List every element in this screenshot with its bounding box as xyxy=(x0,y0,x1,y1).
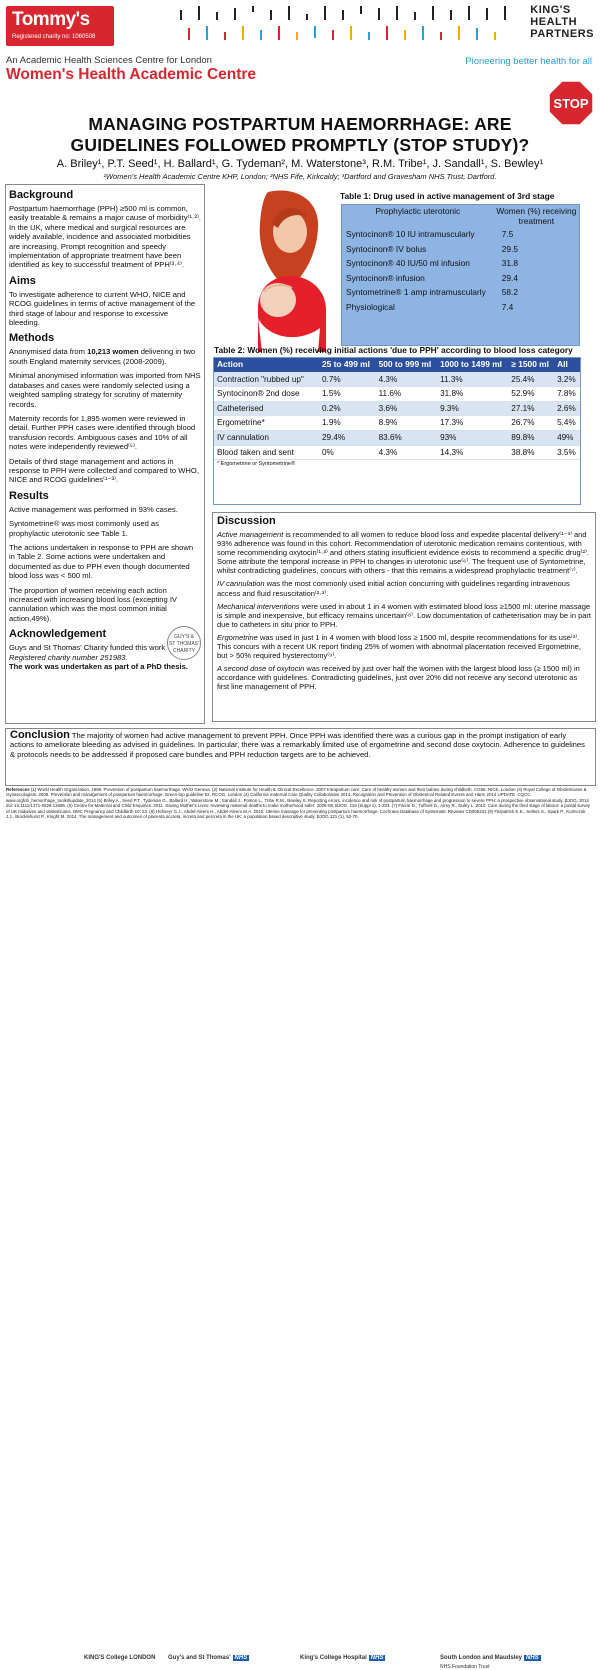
table-row xyxy=(342,243,579,258)
table2-cell: 1.5% xyxy=(319,387,376,402)
table1-pct: 29.5 xyxy=(501,243,518,254)
table2-action: Ergometrine* xyxy=(214,416,319,431)
conclusion-section xyxy=(5,728,596,786)
results-heading: Results xyxy=(9,489,49,502)
tommys-charity-number: Registered charity no: 1060508 xyxy=(12,34,96,40)
table2-cell: 4.3% xyxy=(376,445,437,460)
title-line-2: GUIDELINES FOLLOWED PROMPTLY (STOP STUDY)? xyxy=(70,135,530,155)
aims-text: To investigate adherence to current WHO, NICE and RCOG guidelines in terms of active management of the third stage of labour and response to excessive bleeding. xyxy=(9,289,196,328)
academic-centre-label: An Academic Health Sciences Centre for London xyxy=(6,55,212,66)
table2-cell: 3.6% xyxy=(376,401,437,416)
discussion-p1 xyxy=(217,530,591,575)
table2-action: Syntocinon® 2nd dose xyxy=(214,387,319,402)
conclusion-heading: Conclusion xyxy=(10,729,70,741)
guys-logo xyxy=(168,1655,249,1661)
results-p2: Syntometrine® was most commonly used as prophylactic uterotonic see Table 1. xyxy=(9,519,159,538)
kch-name: King's College Hospital xyxy=(300,1655,367,1661)
table2-cell: 7.8% xyxy=(554,387,580,402)
title-line-1: MANAGING POSTPARTUM HAEMORRHAGE: ARE xyxy=(88,114,512,134)
discussion-p5-em: A second dose of oxytocin xyxy=(217,664,305,674)
whac-title: Women's Health Academic Centre xyxy=(6,66,257,83)
discussion-p2-text: was the most commonly used initial action concurring with guidelines regarding intravenous access and fluid resuscitation⁽²·³⁾. xyxy=(217,579,570,598)
table2-cell: 14.3% xyxy=(437,445,508,460)
slam-logo xyxy=(440,1655,541,1661)
discussion-section xyxy=(212,512,596,722)
discussion-p1-em: Active management xyxy=(217,530,284,539)
methods-p4: Details of third stage management and actions in response to PPH were collected and compared to WHO, NICE and RCOG guidelines⁽¹⁻³⁾. xyxy=(9,456,199,485)
table2-header-1000-1499: 1000 to 1499 ml xyxy=(437,358,508,372)
results-p1: Active management was performed in 93% cases. xyxy=(9,504,178,514)
table2-cell: 26.7% xyxy=(508,416,554,431)
references-text: (1) World Health Organization. 1989. Prevention of postpartum haemorrhage. WHO Geneva. (2) National Institute for Health & Clinical Excellence. 2007 Intrapartum care: Care of healthy women and their babies during childbirth. CG55. NICE, London (3) Royal College of Obstetricians & Gynaecologists. 2009. Prevention and management of postpartum haemorrhage. Green-top guideline 52. RCOG, London (4) California maternal Care Quality Collaborative 2014. Recognition and Prevention of Obstetrical Related Events and Harm 2014 UPDATE. CQCC. www.orgfob_hemorrhage_toolkit/update_2014 (5) Briley A., Seed P.T., Tydeman G., Ballard H., Waterstone M., Sandall J., Poston L., Tribe R.M., Bewley S. Reporting errors, incidence and risk of postpartum haemorrhage and progression to severe PPH: a prospective observational study. BJOG, 2014 doi: 10.1111/1471-0528.12686. (6) Centre for Maternal and Child Enquiries. 2011. Saving Mother's Lives: reviewing maternal deaths to make motherhood safer: 2006-08. BJOG. 118 (Suppl 1), 1-203. (7) Farrar D., Tuffnell D., Airey R., Duley L. 2010. Care during the third stage of labour: a postal survey of UK midwives and obstetricians. BMC Pregnancy and Childbirth 10: 23. (8) Hofmeyr G.J., Abdel-Aleem H., Abdel-Aleem M.A. 2010. Uterine massage for preventing postpartum haemorrhage. Cochrane Database of Systematic Reviews CD006431 (9) Fitzpatrick K.E., Sellers S., Spark P., Kurinczuk J.J., Brocklehurst P., Knight M. 2014. The management and outcomes of placenta accreta, increta and percreta in the UK: a population based descriptive study. BJOG 121 (1), 62-70. xyxy=(6,787,591,820)
nhs-badge: NHS xyxy=(234,1655,248,1661)
khp-line-3: PARTNERS xyxy=(530,28,594,40)
table1 xyxy=(341,204,580,346)
table2-action: Blood taken and sent xyxy=(214,445,319,460)
table1-col-uterotonic: Prophylactic uterotonic xyxy=(375,206,461,216)
background-text: Postpartum haemorrhage (PPH) ≥500 ml is common, easily treatable & remains a major cause of morbidity⁽¹·²⁾. In the UK, where medical and surgical resources are widely available, incidence and associated morbidities are increasing. Prompt recognition and speedy implementation of appropriate treatment have been identified as key to successful treatment of PPH⁽³·⁴⁾. xyxy=(9,204,201,270)
table2-footnote: * Ergometrine or Syntometrine® xyxy=(214,460,580,470)
table-row xyxy=(214,387,580,402)
discussion-p3-text: were used in about 1 in 4 women with estimated blood loss ≥1500 ml: uterine massage is simple and inexpensive, but efficacy remains uncertain⁽⁸⁾. Low documentation of catheterisation may be in part due to catheters in situ prior to PPH. xyxy=(217,601,591,629)
methods-p2: Minimal anonymised information was imported from NHS databases and cases were randomly selected using a weighted sampling strategy for scrutiny of maternity records. xyxy=(9,371,201,409)
nhs-foundation-label: NHS Foundation Trust xyxy=(440,1664,490,1670)
table2-title: Table 2: Women (%) receiving initial actions 'due to PPH' according to blood loss category xyxy=(214,345,573,355)
table2-cell: 2.6% xyxy=(554,401,580,416)
methods-p1-post: delivering in two south England maternity services (2008-2009). xyxy=(9,347,196,366)
table-row xyxy=(342,286,579,301)
discussion-p4-text: was used in just 1 in 4 women with blood loss ≥ 1500 ml, despite recommendations for its use⁽³⁾. This concurs with a recent UK report finding 25% of women with abnormal placentation received Ergometrine, but > 50% required hysterectomy⁽⁹⁾. xyxy=(217,632,581,661)
khp-line-1: KING'S xyxy=(530,4,571,16)
ack-p3: The work was undertaken as part of a PhD thesis. xyxy=(9,662,188,672)
table-row xyxy=(214,430,580,445)
methods-p1-pre: Anonymised data from xyxy=(9,347,88,357)
aims-heading: Aims xyxy=(9,274,36,287)
ack-p1: Guys and St Thomas' Charity funded this work xyxy=(9,643,166,653)
table1-pct: 31.8 xyxy=(501,258,518,268)
table2-cell: 8.9% xyxy=(376,416,437,431)
top-banner xyxy=(0,0,600,52)
table1-col-percent: Women (%) receiving treatment xyxy=(496,206,577,226)
table1-drug: Syntocinon® infusion xyxy=(346,272,425,283)
tagline: Pioneering better health for all xyxy=(465,56,592,67)
table2-cell: 83.6% xyxy=(376,430,437,445)
table2-cell: 3.5% xyxy=(554,445,580,460)
table-row xyxy=(342,228,579,243)
table2-footnote-row xyxy=(214,460,580,470)
stop-sign-label: STOP xyxy=(553,96,589,111)
table-row xyxy=(342,257,579,272)
table1-pct: 7.5 xyxy=(501,229,514,239)
table-row xyxy=(214,401,580,416)
poster-title xyxy=(30,114,570,156)
discussion-p4-em: Ergometrine xyxy=(217,632,258,642)
methods-p1-bold: 10,213 women xyxy=(87,347,139,357)
footer-logos xyxy=(0,826,600,1670)
table1-drug: Physiological xyxy=(346,301,395,312)
discussion-p3 xyxy=(217,602,591,629)
table2-cell: 3.2% xyxy=(554,372,580,387)
table2-cell: 27.1% xyxy=(508,401,554,416)
table2-cell: 9.3% xyxy=(437,401,508,416)
acknowledgement-section xyxy=(9,628,201,671)
khp-line-2: HEALTH xyxy=(530,16,578,28)
tommys-name: Tommy's xyxy=(12,9,90,30)
table2-header-1500-plus: ≥ 1500 ml xyxy=(508,358,554,372)
mother-and-baby-photo xyxy=(238,188,338,352)
badge-line-3: CHARITY xyxy=(173,648,195,655)
discussion-p2 xyxy=(217,579,591,597)
nhs-badge: NHS xyxy=(370,1655,384,1661)
discussion-heading: Discussion xyxy=(217,515,276,527)
table-row xyxy=(342,272,579,287)
table1-drug: Syntocinon® 40 IU/50 ml infusion xyxy=(346,258,470,268)
discussion-p3-em: Mechanical interventions xyxy=(217,601,300,611)
table2-action: Contraction "rubbed up" xyxy=(214,372,319,387)
table2-cell: 0.2% xyxy=(319,401,376,416)
table2-cell: 38.8% xyxy=(508,445,554,460)
table-row xyxy=(214,416,580,431)
results-p4: The proportion of women receiving each action increased with increasing blood loss (excepting IV cannulation which was the most common initial action,49%). xyxy=(9,585,177,623)
table2-cell: 5.4% xyxy=(554,416,580,431)
table2-action: IV cannulation xyxy=(214,430,319,445)
discussion-p5 xyxy=(217,664,591,691)
affiliations: ¹Women's Health Academic Centre KHP, London; ²NHS Fife, Kirkcaldy; ³Dartford and Gravesham NHS Trust, Dartford. xyxy=(103,172,497,181)
table2-cell: 1.9% xyxy=(319,416,376,431)
methods-heading: Methods xyxy=(9,332,55,345)
author-list: A. Briley¹, P.T. Seed¹, H. Ballard¹, G. Tydeman², M. Waterstone³, R.M. Tribe¹, J. Sandall¹, S. Bewley¹ xyxy=(56,158,544,170)
table2-cell: 11.6% xyxy=(376,387,437,402)
table2-header-action: Action xyxy=(214,358,319,372)
discussion-p2-em: IV cannulation xyxy=(217,579,265,589)
table2-cell: 11.3% xyxy=(437,372,508,387)
references-label: References xyxy=(6,787,30,792)
table2-action: Catheterised xyxy=(214,401,319,416)
decorative-barcode xyxy=(180,4,520,48)
badge-line-1: GUY'S & xyxy=(174,634,194,641)
table1-drug: Syntometrine® 1 amp intramuscularly xyxy=(346,287,486,297)
table-row xyxy=(342,301,579,316)
table2-cell: 89.8% xyxy=(508,430,554,445)
table2-cell: 52.9% xyxy=(508,387,554,402)
table-row xyxy=(214,372,580,387)
ack-p2: Registered charity number 251983. xyxy=(9,652,128,662)
results-p3: The actions undertaken in response to PPH are shown in Table 2. Some actions were undertaken and documented as due to PPH even though documented blood loss was < 500 ml. xyxy=(9,542,194,581)
table2-cell: 17.3% xyxy=(437,416,508,431)
table2-cell: 0% xyxy=(319,445,376,460)
table1-pct: 58.2 xyxy=(501,287,518,297)
kcl-logo: KING'S College LONDON xyxy=(84,1655,156,1661)
references xyxy=(6,787,594,823)
slam-name: South London and Maudsley xyxy=(440,1655,522,1661)
discussion-p5-text: was received by just over half the women with the largest blood loss (≥ 1500 ml) in accordance with guidelines. Contradicting guidelines, just over 20% did not receive any second uterotonic as first line management of PPH. xyxy=(217,664,580,692)
nhs-badge: NHS xyxy=(526,1655,539,1661)
table2-cell: 29.4% xyxy=(319,430,376,445)
tommys-logo xyxy=(6,6,114,46)
discussion-p4 xyxy=(217,633,591,660)
table2-cell: 49% xyxy=(554,430,580,445)
table2-cell: 0.7% xyxy=(319,372,376,387)
table-row xyxy=(214,445,580,460)
table1-title: Table 1: Drug used in active management of 3rd stage xyxy=(340,191,555,201)
acknowledgement-heading: Acknowledgement xyxy=(9,628,107,641)
methods-p1 xyxy=(9,347,201,366)
table1-pct: 29.4 xyxy=(501,272,518,283)
discussion-p1-text: is recommended to all women to reduce blood loss and expedite placental delivery⁽¹⁻³⁾ and 93% adherence was found in this cohort. Recommendation of uterotonic medication remains contentious, with some recommending oxytocin⁽¹·³⁾ and others stating insufficient evidence exists to recommend a specific drug⁽²⁾. Some attribute the temporal increase in PPH to changes in uterotonic use⁽⁶⁾. The frequent use of Syntometrine, whilst contradicting guidelines, concurs with others - that this remains a widespread prophylactic treatment⁽⁷⁾. xyxy=(217,530,589,576)
table2-header-25-499: 25 to 499 ml xyxy=(319,358,376,372)
table1-drug: Syntocinon® 10 IU intramuscularly xyxy=(346,229,475,239)
table2-cell: 93% xyxy=(437,430,508,445)
left-column xyxy=(5,184,205,724)
conclusion-text: The majority of women had active management to prevent PPH. Once PPH was identified there was a curious gap in the prompt instigation of early actions to ameliorate bleeding as advised in guidelines. In particular, there was a remarkably limited use of ergometrine and second dose oxytocin. Adherence to guidelines & protocols needs to be addressed if proposed care bundles and PPH reduction targets are to be achieved. xyxy=(10,731,585,759)
badge-line-2: ST THOMAS' xyxy=(169,641,199,648)
table2-header-500-999: 500 to 999 ml xyxy=(376,358,437,372)
table1-pct: 7.4 xyxy=(501,301,514,312)
table2-cell: 25.4% xyxy=(508,372,554,387)
methods-p3: Maternity records for 1,895 women were reviewed in detail. Further PPH cases were identified through blood transfusion records. Ambiguous cases and 10% of all notes were independently reviewed⁽⁵⁾. xyxy=(9,413,196,452)
table2-cell: 31.8% xyxy=(437,387,508,402)
charity-badge xyxy=(167,626,201,660)
background-heading: Background xyxy=(9,189,74,201)
table1-drug: Syntocinon® IV bolus xyxy=(346,243,427,254)
guys-name: Guy's and St Thomas' xyxy=(168,1655,231,1661)
table2-header-all: All xyxy=(554,358,580,372)
table2 xyxy=(213,357,581,505)
table2-cell: 4.3% xyxy=(376,372,437,387)
khp-logo xyxy=(530,4,594,40)
kch-logo xyxy=(300,1655,385,1661)
